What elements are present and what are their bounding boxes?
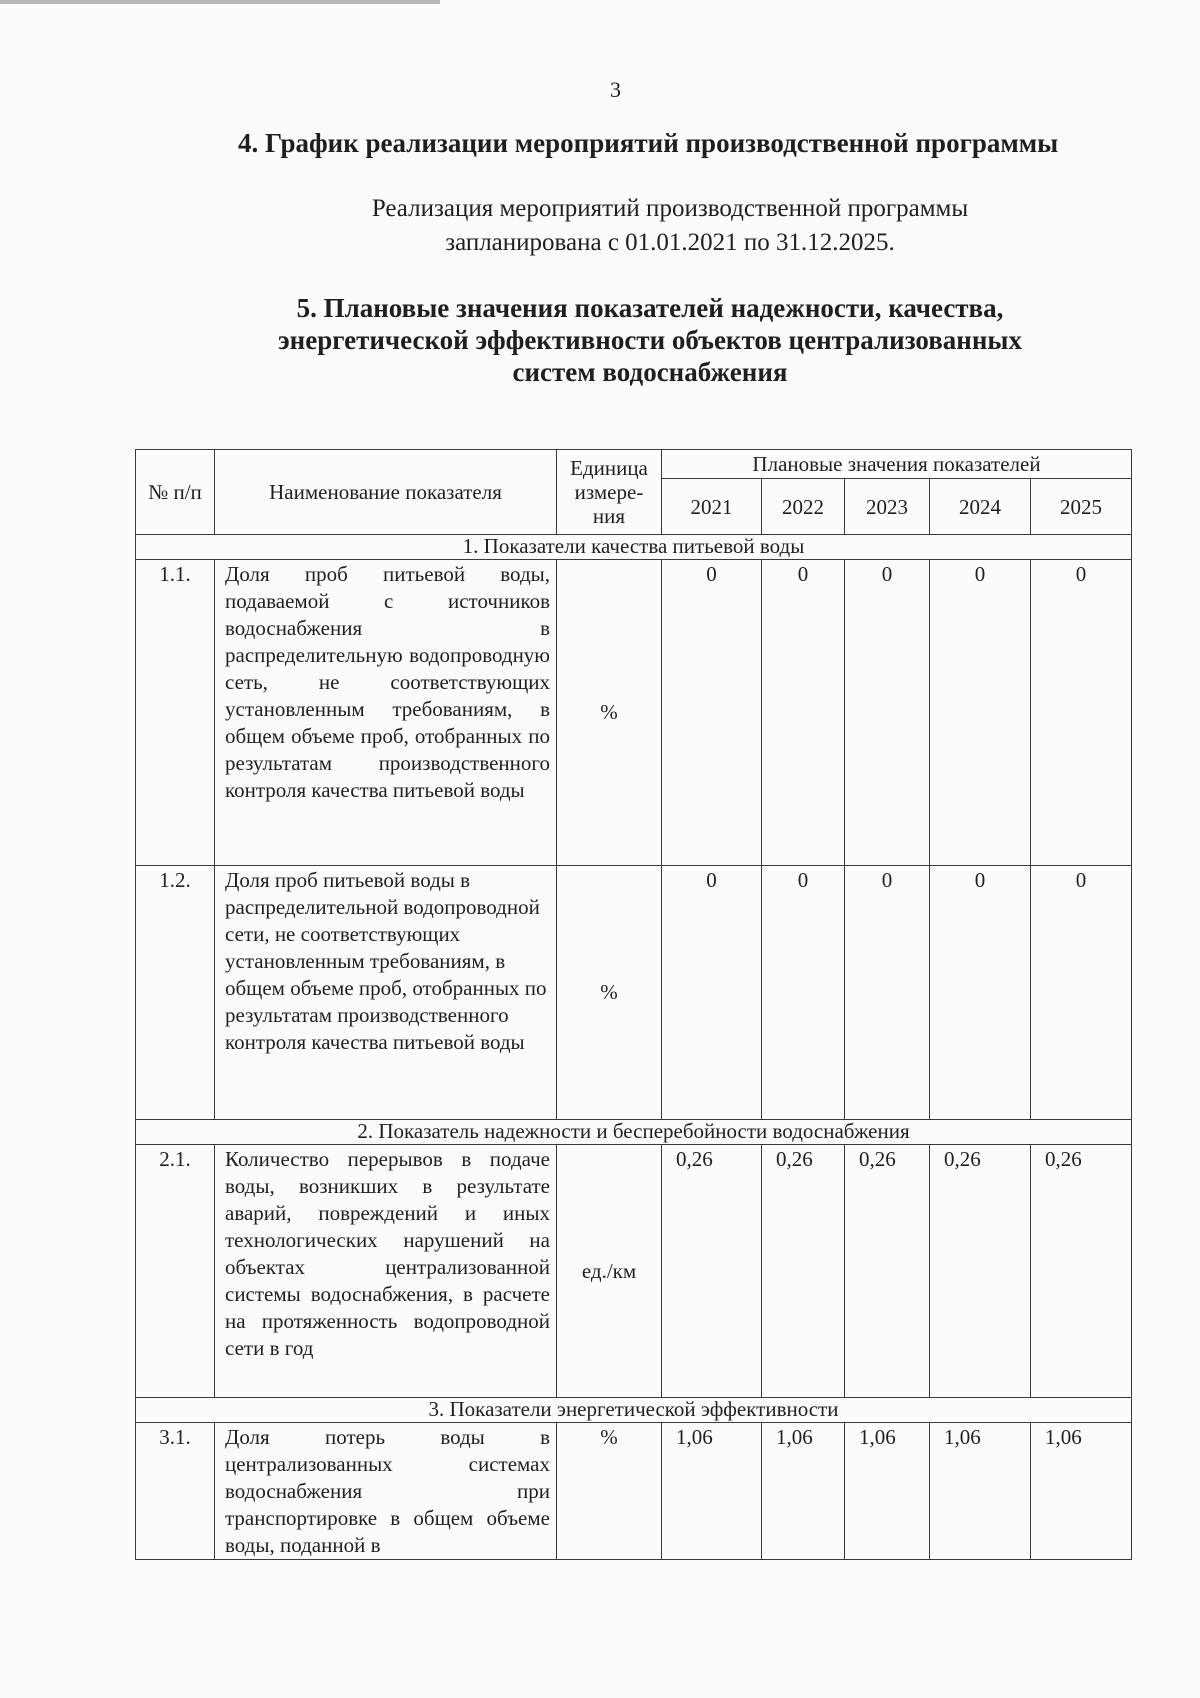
row-value: 0,26 [930,1145,1031,1398]
indicators-table [135,449,1132,1560]
header-planned-values: Плановые значения показателей [662,450,1132,479]
row-value: 0,26 [845,1145,930,1398]
row-unit: ед./км [557,1145,662,1398]
row-value: 0 [1031,866,1132,1120]
row-value: 0,26 [762,1145,845,1398]
row-num: 2.1. [136,1145,215,1398]
row-value: 0 [762,560,845,866]
header-num: № п/п [136,450,215,535]
row-value: 0,26 [662,1145,762,1398]
row-value: 0 [1031,560,1132,866]
row-unit: % [557,1423,662,1560]
row-num: 1.1. [136,560,215,866]
row-value: 0 [845,560,930,866]
header-unit-line-2: измере- [574,480,644,504]
scan-edge-mark [0,0,440,4]
table-header-row-1 [136,450,1132,479]
header-unit [557,450,662,535]
section-5-title-line-1: 5. Плановые значения показателей надежности, качества, [296,293,1004,323]
row-value: 0,26 [1031,1145,1132,1398]
table-row [136,1423,1132,1560]
row-value: 1,06 [762,1423,845,1560]
row-value: 1,06 [930,1423,1031,1560]
table-section-row [136,1398,1132,1423]
row-name: Количество перерывов в подаче воды, возникших в результате аварий, повреждений и иных технологических нарушений на объектах централизованной системы водоснабжения, в расчете на протяженность водопроводной сети в год [215,1145,557,1398]
section-4-text [230,192,1110,260]
section-4-text-line-2: запланирована с 01.01.2021 по 31.12.2025. [445,229,895,256]
row-value: 0 [762,866,845,1120]
row-value: 1,06 [1031,1423,1132,1560]
row-value: 0 [662,560,762,866]
table-section-row [136,535,1132,560]
row-unit: % [557,560,662,866]
header-unit-line-1: Единица [570,456,648,480]
row-unit: % [557,866,662,1120]
row-value: 1,06 [662,1423,762,1560]
header-year: 2022 [762,479,845,535]
table-row [136,866,1132,1120]
section-title: 2. Показатель надежности и бесперебойности водоснабжения [136,1120,1132,1145]
section-title: 3. Показатели энергетической эффективности [136,1398,1132,1423]
row-num: 3.1. [136,1423,215,1560]
row-value: 0 [930,560,1031,866]
header-name: Наименование показателя [215,450,557,535]
table-row [136,560,1132,866]
row-value: 0 [930,866,1031,1120]
row-name: Доля потерь воды в централизованных системах водоснабжения при транспортировке в общем объеме воды, поданной в [215,1423,557,1560]
row-name: Доля проб питьевой воды, подаваемой с источников водоснабжения в распределительную водопроводную сеть, не соответствующих установленным требованиям, в общем объеме проб, отобранных по результатам производственного контроля качества питьевой воды [215,560,557,866]
section-5-title-line-3: систем водоснабжения [512,357,788,387]
header-year: 2021 [662,479,762,535]
row-num: 1.2. [136,866,215,1120]
page-number: 3 [610,77,621,102]
section-4-title: 4. График реализации мероприятий производственной программы [238,128,1059,158]
row-value: 0 [845,866,930,1120]
header-year: 2024 [930,479,1031,535]
section-4-text-line-1: Реализация мероприятий производственной программы [371,195,969,222]
section-5-title-line-2: энергетической эффективности объектов централизованных [277,325,1022,355]
row-value: 1,06 [845,1423,930,1560]
header-year: 2023 [845,479,930,535]
table-section-row [136,1120,1132,1145]
section-title: 1. Показатели качества питьевой воды [136,535,1132,560]
section-5-title [210,292,1090,388]
table-row [136,1145,1132,1398]
header-year: 2025 [1031,479,1132,535]
row-value: 0 [662,866,762,1120]
row-name: Доля проб питьевой воды в распределительной водопроводной сети, не соответствующих установленным требованиям, в общем объеме проб, отобранных по результатам производственного контроля качества питьевой воды [215,866,557,1120]
header-unit-line-3: ния [592,504,626,528]
